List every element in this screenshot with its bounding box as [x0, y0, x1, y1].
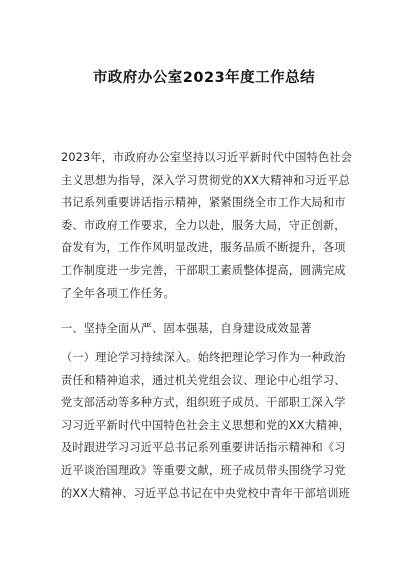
paragraph-line: 奋发有为，工作作风明显改进，服务品质不断提升，各项 [61, 241, 346, 255]
document-title: 市政府办公室2023年度工作总结 [92, 70, 316, 86]
paragraph-line: 了全年各项工作任务。 [61, 286, 175, 300]
paragraph-2 [61, 347, 349, 505]
paragraph-line: 习习近平新时代中国特色社会主义思想和党的XX大精神， [61, 418, 351, 432]
paragraph-line: 工作制度进一步完善，干部职工素质整体提高，圆满完成 [61, 263, 346, 277]
paragraph-line: 的XX大精神、习近平总书记在中央党校中青年干部培训班 [61, 486, 351, 500]
paragraph-line: 近平谈治国理政》等重要文献，班子成员带头围绕学习党 [61, 463, 346, 477]
paragraph-line: 责任和精神追求，通过机关党组会议、理论中心组学习、 [61, 373, 346, 387]
section-heading-text: 一、坚持全面从严、固本强基，自身建设成效显著 [61, 322, 312, 335]
paragraph-1 [61, 147, 353, 305]
paragraph-line: 书记系列重要讲话指示精神，紧紧围绕全市工作大局和市 [61, 196, 346, 210]
paragraph-line: （一）理论学习持续深入。始终把理论学习作为一种政治 [61, 351, 346, 364]
paragraph-line: 党支部活动等多种方式，组织班子成员、干部职工深入学 [61, 396, 346, 410]
section-heading [61, 318, 349, 341]
paragraph-line: 及时跟进学习习近平总书记系列重要讲话指示精神和《习 [61, 441, 346, 455]
paragraph-line: 委、市政府工作要求，全力以赴，服务大局，守正创新， [61, 218, 346, 232]
paragraph-line: 2023年，市政府办公室坚持以习近平新时代中国特色社会 [61, 151, 353, 164]
paragraph-line: 主义思想为指导，深入学习贯彻党的XX大精神和习近平总 [61, 173, 351, 187]
